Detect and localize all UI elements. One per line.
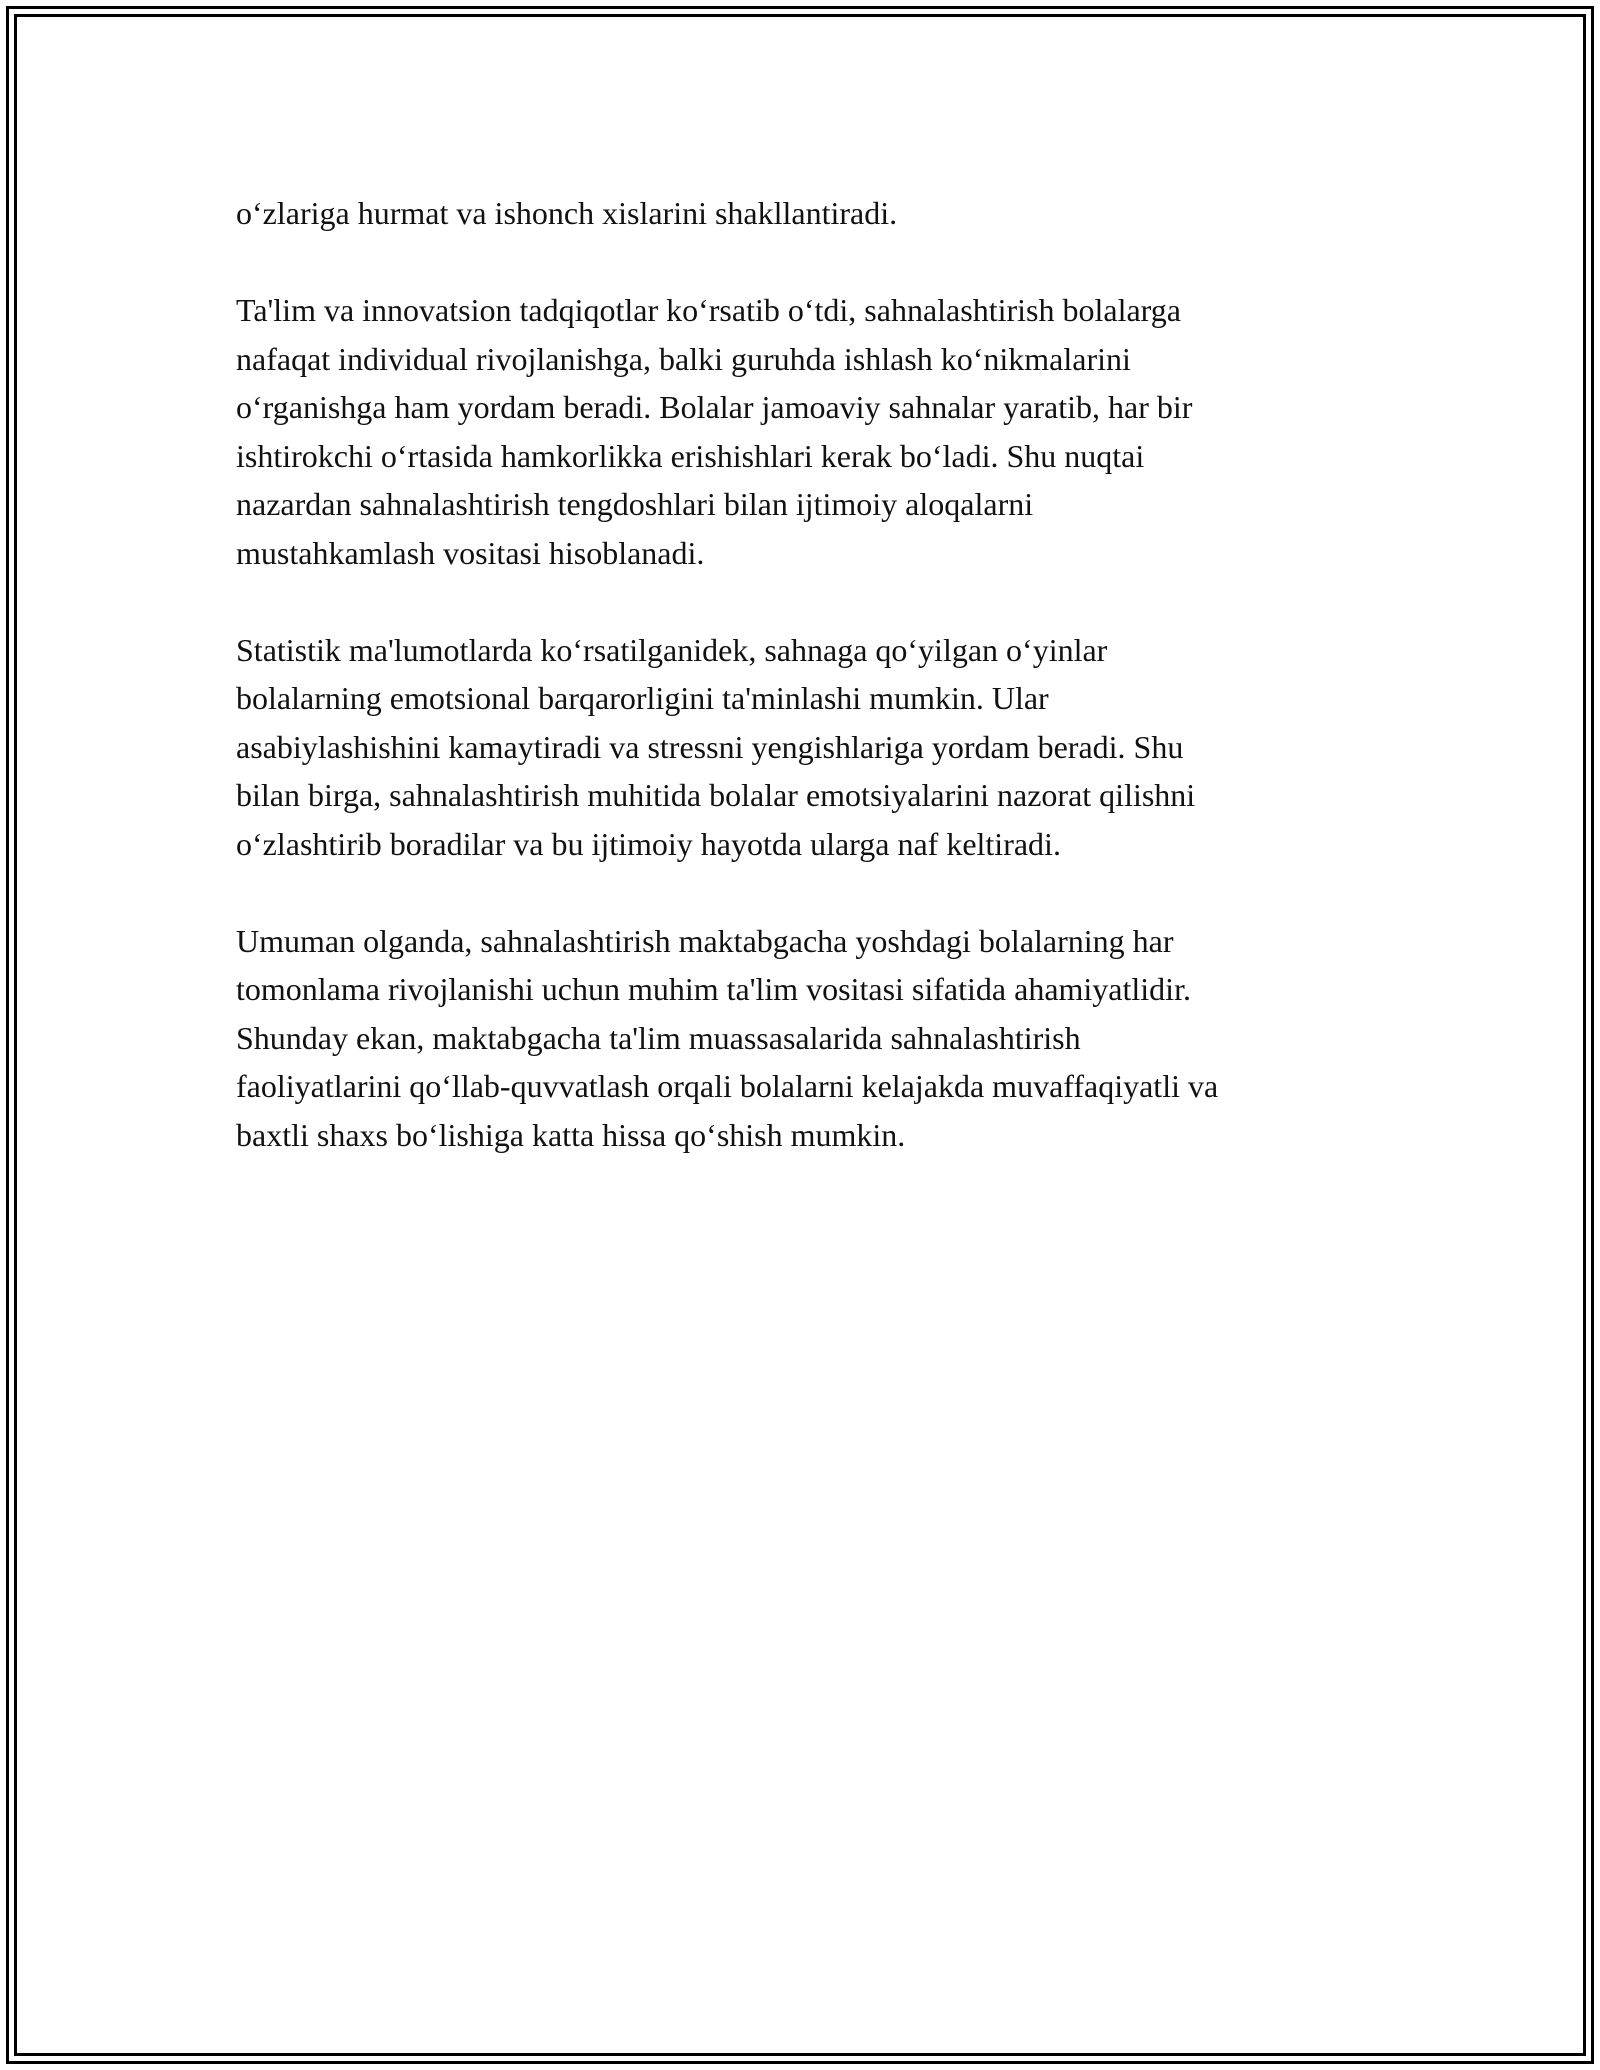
paragraph-1: o‘zlariga hurmat va ishonch xislarini shakllantiradi. bbox=[236, 195, 898, 231]
paragraph-4: Umuman olganda, sahnalashtirish maktabgacha yoshdagi bolalarning har tomonlama rivojlanishi uchun muhim ta'lim vositasi sifatida ahamiyatlidir. Shunday ekan, maktabgacha ta'lim muassasalarida sahnalashtirish faoliyatlarini qo‘llab-quvvatlash orqali bolalarni kelajakda muvaffaqiyatli va baxtli shaxs bo‘lishiga katta hissa qo‘shish mumkin. bbox=[236, 922, 1219, 1153]
paragraph-3: Statistik ma'lumotlarda ko‘rsatilganidek, sahnaga qo‘yilgan o‘yinlar bolalarning emotsional barqarorligini ta'minlashi mumkin. Ular asabiylashishini kamaytiradi va stressni yengishlariga yordam beradi. Shu bilan birga, sahnalashtirish muhitida bolalar emotsiyalarini nazorat qilishni o‘zlashtirib boradilar va bu ijtimoiy hayotda ularga naf keltiradi. bbox=[236, 631, 1196, 862]
document-body bbox=[236, 189, 1386, 1208]
paragraph-2: Ta'lim va innovatsion tadqiqotlar ko‘rsatib o‘tdi, sahnalashtirish bolalarga nafaqat individual rivojlanishga, balki guruhda ishlash ko‘nikmalarini o‘rganishga ham yordam beradi. Bolalar jamoaviy sahnalar yaratib, har bir ishtirokchi o‘rtasida hamkorlikka erishishlari kerak bo‘ladi. Shu nuqtai nazardan sahnalashtirish tengdoshlari bilan ijtimoiy aloqalarni mustahkamlash vositasi hisoblanadi. bbox=[236, 292, 1193, 571]
